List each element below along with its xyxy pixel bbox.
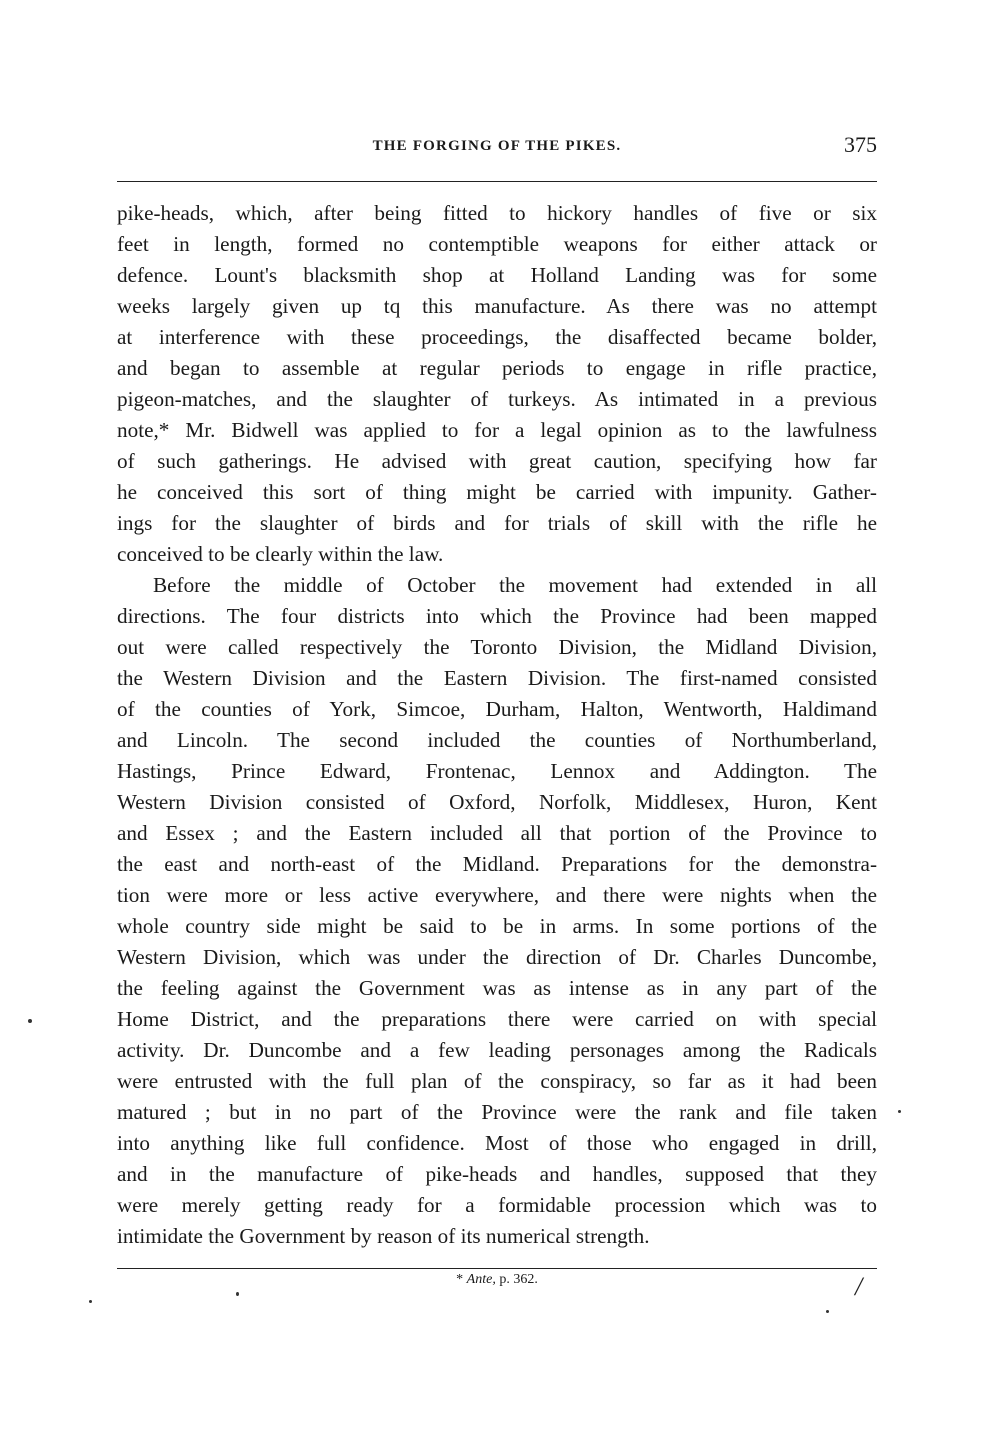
- text-line: tion were more or less active everywhere, and there were nights when the: [117, 883, 877, 907]
- footnote: [117, 1272, 877, 1288]
- body-text: [117, 198, 877, 1252]
- text-line: and Lincoln. The second included the counties of Northumberland,: [117, 728, 877, 752]
- footnote-page: p. 362.: [495, 1272, 538, 1287]
- text-line: were entrusted with the full plan of the conspiracy, so far as it had been: [117, 1069, 877, 1093]
- text-line: were merely getting ready for a formidable procession which was to: [117, 1193, 877, 1217]
- footnote-marker: *: [456, 1272, 467, 1287]
- text-line: of the counties of York, Simcoe, Durham, Halton, Wentworth, Haldimand: [117, 697, 877, 721]
- footnote-rule: [117, 1268, 877, 1269]
- text-line: matured ; but in no part of the Province were the rank and file taken: [117, 1100, 877, 1124]
- text-line: the Western Division and the Eastern Division. The first-named consisted: [117, 666, 877, 690]
- text-line: conceived to be clearly within the law.: [117, 542, 444, 566]
- text-line: into anything like full confidence. Most of those who engaged in drill,: [117, 1131, 877, 1155]
- text-line: at interference with these proceedings, the disaffected became bolder,: [117, 325, 877, 349]
- footnote-ref: Ante,: [466, 1272, 496, 1287]
- scan-mark: /: [855, 1272, 863, 1301]
- text-line: Western Division, which was under the direction of Dr. Charles Duncombe,: [117, 945, 877, 969]
- text-line: weeks largely given up tq this manufacture. As there was no attempt: [117, 294, 877, 318]
- page-header: [117, 128, 877, 168]
- text-line: directions. The four districts into which the Province had been mapped: [117, 604, 877, 628]
- scan-speck: [28, 1019, 32, 1023]
- scan-speck: [826, 1310, 829, 1313]
- text-line: note,* Mr. Bidwell was applied to for a legal opinion as to the lawfulness: [117, 418, 877, 442]
- text-line: intimidate the Government by reason of its numerical strength.: [117, 1224, 650, 1248]
- scan-speck: [89, 1300, 92, 1303]
- text-line: and began to assemble at regular periods to engage in rifle practice,: [117, 356, 877, 380]
- text-line: Home District, and the preparations there were carried on with special: [117, 1007, 877, 1031]
- text-line: feet in length, formed no contemptible weapons for either attack or: [117, 232, 877, 256]
- text-line: of such gatherings. He advised with great caution, specifying how far: [117, 449, 877, 473]
- scan-speck: [898, 1110, 901, 1113]
- text-line: he conceived this sort of thing might be carried with impunity. Gather-: [117, 480, 877, 504]
- running-head: THE FORGING OF THE PIKES.: [372, 138, 622, 154]
- text-line: defence. Lount's blacksmith shop at Holland Landing was for some: [117, 263, 877, 287]
- scan-speck: [236, 1292, 239, 1296]
- page-number: 375: [844, 132, 877, 157]
- text-line: whole country side might be said to be in arms. In some portions of the: [117, 914, 877, 938]
- text-line: Hastings, Prince Edward, Frontenac, Lennox and Addington. The: [117, 759, 877, 783]
- text-line: Western Division consisted of Oxford, Norfolk, Middlesex, Huron, Kent: [117, 790, 877, 814]
- text-line: pigeon-matches, and the slaughter of turkeys. As intimated in a previous: [117, 387, 877, 411]
- header-rule: [117, 181, 877, 182]
- text-line: out were called respectively the Toronto Division, the Midland Division,: [117, 635, 877, 659]
- text-line: pike-heads, which, after being fitted to hickory handles of five or six: [117, 201, 877, 225]
- text-line: Before the middle of October the movement had extended in all: [153, 573, 877, 597]
- text-line: ings for the slaughter of birds and for trials of skill with the rifle he: [117, 511, 877, 535]
- text-line: the east and north-east of the Midland. Preparations for the demonstra-: [117, 852, 877, 876]
- text-line: activity. Dr. Duncombe and a few leading personages among the Radicals: [117, 1038, 877, 1062]
- text-line: and in the manufacture of pike-heads and handles, supposed that they: [117, 1162, 877, 1186]
- text-line: and Essex ; and the Eastern included all that portion of the Province to: [117, 821, 877, 845]
- text-line: the feeling against the Government was as intense as in any part of the: [117, 976, 877, 1000]
